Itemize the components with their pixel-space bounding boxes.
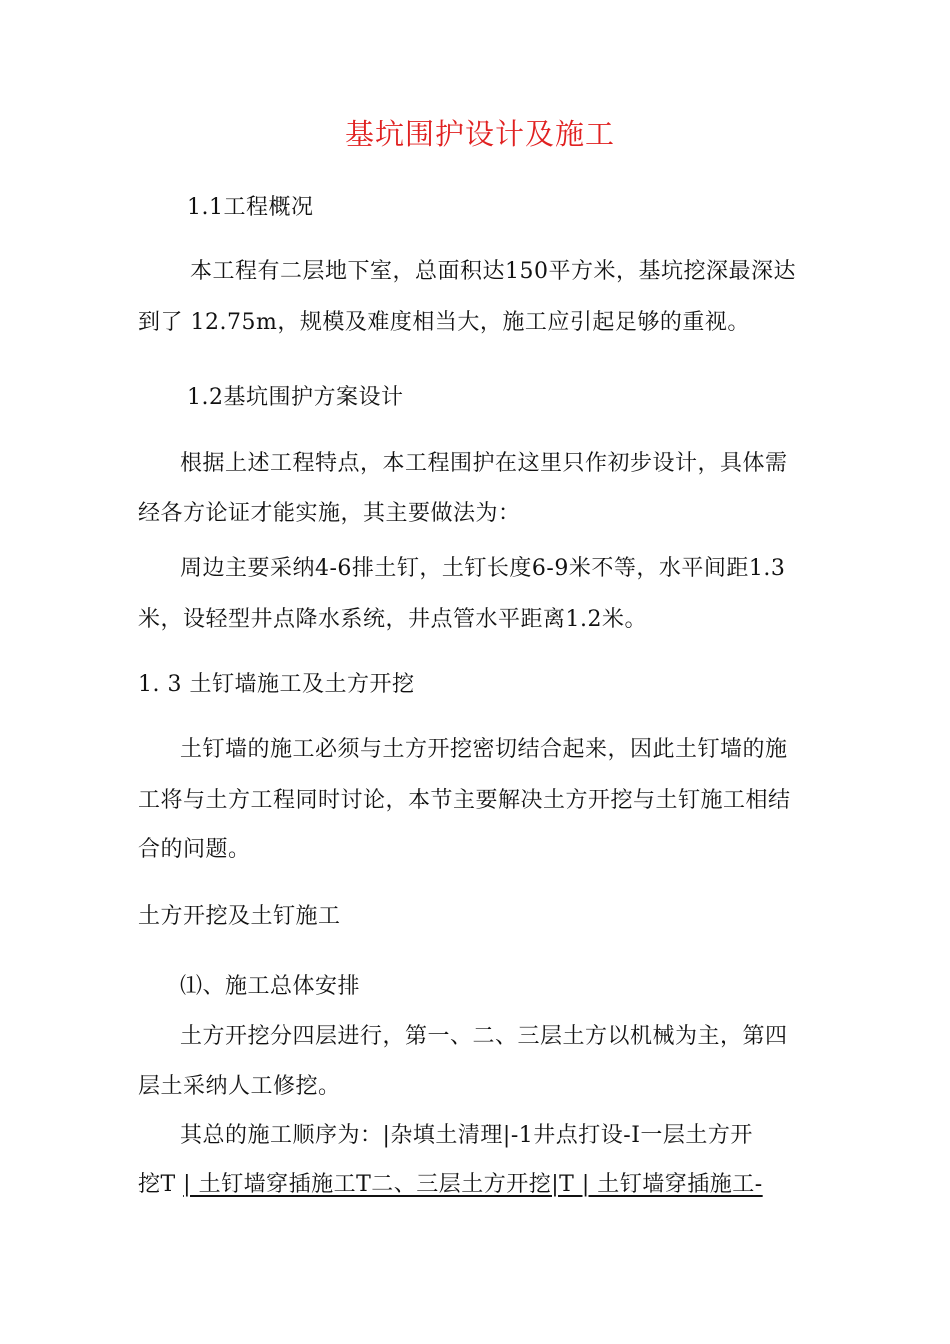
paragraph-6-line-2 (138, 1170, 763, 1200)
paragraph-6-line-2-start: 挖T (138, 1172, 184, 1197)
paragraph-6-line-1: 其总的施工顺序为：|杂填土清理|-1井点打设-I一层土方开 (180, 1123, 753, 1148)
paragraph-4-line-1: 土钉墙的施工必须与土方开挖密切结合起来，因此土钉墙的施 (180, 737, 788, 762)
paragraph-5-line-1: 土方开挖分四层进行，第一、二、三层土方以机械为主，第四 (180, 1024, 788, 1049)
paragraph-3-line-2: 米，设轻型井点降水系统，井点管水平距离1.2米。 (138, 607, 647, 632)
subheading-earthwork: 土方开挖及土钉施工 (138, 904, 341, 929)
paragraph-3-line-1: 周边主要采纳4-6排土钉，土钉长度6-9米不等，水平间距1.3 (180, 556, 786, 581)
paragraph-1-line-2: 到了 12.75m，规模及难度相当大，施工应引起足够的重视。 (138, 310, 750, 335)
paragraph-4-line-2: 工将与土方工程同时讨论，本节主要解决土方开挖与土钉施工相结 (138, 788, 791, 813)
heading-1-2: 1.2基坑围护方案设计 (187, 385, 404, 410)
paragraph-2-line-2: 经各方论证才能实施，其主要做法为： (138, 501, 521, 526)
heading-1-1: 1.1工程概况 (187, 195, 314, 220)
paragraph-2-line-1: 根据上述工程特点，本工程围护在这里只作初步设计，具体需 (180, 451, 788, 476)
paragraph-5-line-2: 层土采纳人工修挖。 (138, 1074, 341, 1099)
document-title: 基坑围护设计及施工 (344, 117, 615, 151)
paragraph-6-line-2-underlined: | 土钉墙穿插施工T二、三层土方开挖|T | 土钉墙穿插施工- (183, 1172, 763, 1197)
item-1-heading: ⑴、施工总体安排 (180, 974, 361, 999)
heading-1-3: 1. 3 土钉墙施工及土方开挖 (138, 672, 415, 697)
paragraph-4-line-3: 合的问题。 (138, 837, 251, 862)
paragraph-1-line-1: 本工程有二层地下室，总面积达150平方米，基坑挖深最深达 (190, 259, 796, 284)
